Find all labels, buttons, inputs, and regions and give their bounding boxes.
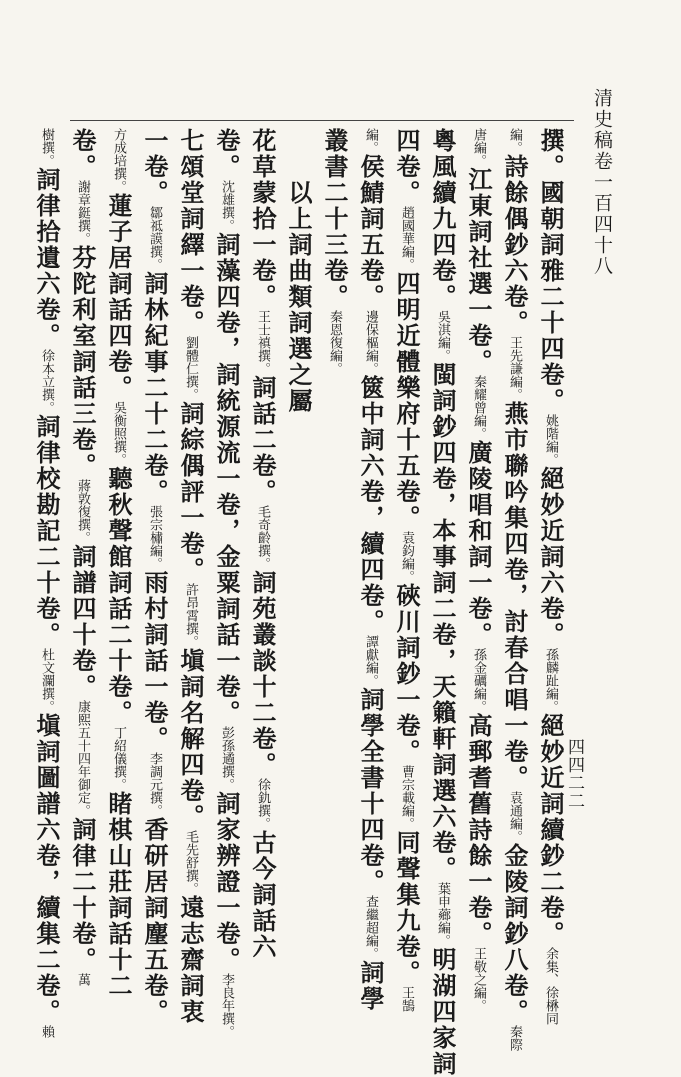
title-text: 聽秋聲館詞話二十卷。 — [104, 466, 133, 726]
annotation-note: 秦耀曾編。 — [471, 375, 486, 440]
title-text: 江東詞社選一卷。 — [464, 167, 493, 375]
annotation-note: 蔣敦復撰。 — [75, 479, 90, 544]
text-column — [208, 128, 244, 1038]
text-column — [28, 128, 64, 1038]
title-text: 絕妙近詞六卷。 — [536, 466, 565, 648]
annotation-note: 秦際 — [507, 1025, 522, 1051]
annotation-note: 徐本立撰。 — [39, 349, 54, 414]
annotation-note: 王士禛撰。 — [255, 310, 270, 375]
title-text: 明湖四家詞 — [428, 947, 457, 1077]
title-text: 詞綜偶評一卷。 — [176, 401, 205, 583]
annotation-note: 秦恩復編。 — [327, 310, 342, 375]
annotation-note: 余集、徐楙同 — [543, 947, 558, 1025]
title-text: 廣陵唱和詞一卷。 — [464, 440, 493, 648]
annotation-note: 查繼超編。 — [363, 895, 378, 960]
text-column — [496, 128, 532, 1051]
title-text: 詩餘偶鈔六卷。 — [500, 154, 529, 336]
title-text: 撰。國朝詞雅二十四卷。 — [536, 128, 565, 414]
text-column — [316, 128, 352, 958]
title-text: 一卷。 — [140, 128, 169, 206]
title-text: 侯鯖詞五卷。 — [356, 154, 385, 310]
annotation-note: 鄒祗謨撰。 — [147, 206, 162, 271]
text-column — [64, 128, 100, 986]
text-column — [532, 128, 568, 1025]
text-column — [352, 128, 388, 1012]
text-column — [388, 128, 424, 1012]
title-text: 詞譜四十卷。 — [68, 544, 97, 700]
title-text: 硤川詞鈔一卷。 — [392, 583, 421, 765]
text-column — [460, 128, 496, 1012]
annotation-note: 孫麟趾編。 — [543, 648, 558, 713]
annotation-note: 彭孫遹撰。 — [219, 726, 234, 791]
annotation-note: 趙國華編。 — [399, 206, 414, 271]
text-column — [244, 128, 280, 958]
title-text: 詞律校勘記二十卷。 — [32, 414, 61, 648]
title-text: 遠志齋詞衷 — [176, 895, 205, 1025]
annotation-note: 劉體仁撰。 — [183, 336, 198, 401]
title-text: 雨村詞話一卷。 — [140, 570, 169, 752]
title-text: 金陵詞鈔八卷。 — [500, 843, 529, 1025]
title-text: 古今詞話六 — [248, 830, 277, 960]
annotation-note: 李良年撰。 — [219, 973, 234, 1038]
title-text: 同聲集九卷。 — [392, 830, 421, 986]
title-text: 詞林紀事二十二卷。 — [140, 271, 169, 505]
title-text: 叢書二十三卷。 — [320, 128, 349, 310]
body-text — [32, 128, 568, 1077]
annotation-note: 袁鈞編。 — [399, 531, 414, 583]
title-text: 以上詞曲類詞選之屬 — [284, 180, 313, 414]
annotation-note: 編。 — [363, 128, 378, 154]
title-text: 閩詞鈔四卷，本事詞二卷，天籟軒詞選六卷。 — [428, 362, 457, 882]
title-text: 七頌堂詞繹一卷。 — [176, 128, 205, 336]
title-text: 詞學 — [356, 960, 385, 1012]
annotation-note: 邊保樞編。 — [363, 310, 378, 375]
annotation-note: 姚階編。 — [543, 414, 558, 466]
annotation-note: 謝章鋌撰。 — [75, 180, 90, 245]
text-column — [424, 128, 460, 1077]
title-text: 芬陀利室詞話三卷。 — [68, 245, 97, 479]
annotation-note: 吳衡照撰。 — [111, 401, 126, 466]
title-text: 卷。 — [68, 128, 97, 180]
title-text: 燕市聯吟集四卷，討春合唱一卷。 — [500, 401, 529, 791]
title-text: 詞律二十卷。 — [68, 817, 97, 973]
annotation-note: 編。 — [507, 128, 522, 154]
title-text: 詞學全書十四卷。 — [356, 687, 385, 895]
annotation-note: 王鵠 — [399, 986, 414, 1012]
annotation-note: 丁紹儀撰。 — [111, 726, 126, 791]
annotation-note: 毛先舒撰。 — [183, 830, 198, 895]
annotation-note: 沈雄撰。 — [219, 180, 234, 232]
section-heading — [280, 128, 316, 958]
title-text: 四卷。 — [392, 128, 421, 206]
title-text: 卷。 — [212, 128, 241, 180]
header-rule — [70, 120, 574, 121]
running-head: 清史稿卷一百四十八 — [591, 88, 613, 277]
title-text: 塡詞名解四卷。 — [176, 648, 205, 830]
annotation-note: 方成培撰。 — [111, 128, 126, 193]
annotation-note: 袁通編。 — [507, 791, 522, 843]
title-text: 篋中詞六卷，續四卷。 — [356, 375, 385, 635]
title-text: 睹棋山莊詞話十二 — [104, 791, 133, 999]
title-text: 香研居詞麈五卷。 — [140, 817, 169, 1025]
title-text: 花草蒙拾一卷。 — [248, 128, 277, 310]
title-text: 塡詞圖譜六卷，續集二卷。 — [32, 713, 61, 1025]
text-column — [100, 128, 136, 999]
annotation-note: 譚獻編。 — [363, 635, 378, 687]
annotation-note: 康熙五十四年御定。 — [75, 700, 90, 817]
annotation-note: 葉申薌編。 — [435, 882, 450, 947]
annotation-note: 王敬之編。 — [471, 947, 486, 1012]
annotation-note: 王先謙編。 — [507, 336, 522, 401]
title-text: 詞藻四卷，詞統源流一卷，金粟詞話一卷。 — [212, 232, 241, 726]
title-text: 絕妙近詞續鈔二卷。 — [536, 713, 565, 947]
text-column — [136, 128, 172, 1025]
title-text: 詞家辨證一卷。 — [212, 791, 241, 973]
title-text: 蓮子居詞話四卷。 — [104, 193, 133, 401]
annotation-note: 吳淇編。 — [435, 310, 450, 362]
title-text: 詞話二卷。 — [248, 375, 277, 505]
text-column — [172, 128, 208, 1025]
title-text: 詞律拾遺六卷。 — [32, 167, 61, 349]
annotation-note: 曹宗載編。 — [399, 765, 414, 830]
annotation-note: 李調元撰。 — [147, 752, 162, 817]
annotation-note: 張宗橚編。 — [147, 505, 162, 570]
annotation-note: 徐釚撰。 — [255, 778, 270, 830]
annotation-note: 杜文瀾撰。 — [39, 648, 54, 713]
annotation-note: 賴 — [39, 1025, 54, 1038]
page-number: 四四二二 — [564, 738, 584, 810]
annotation-note: 樹撰。 — [39, 128, 54, 167]
title-text: 粵風續九四卷。 — [428, 128, 457, 310]
annotation-note: 唐編。 — [471, 128, 486, 167]
title-text: 四明近體樂府十五卷。 — [392, 271, 421, 531]
annotation-note: 萬 — [75, 973, 90, 986]
annotation-note: 孫金礪編。 — [471, 648, 486, 713]
title-text: 詞苑叢談十二卷。 — [248, 570, 277, 778]
title-text: 高郵耆舊詩餘一卷。 — [464, 713, 493, 947]
annotation-note: 毛奇齡撰。 — [255, 505, 270, 570]
annotation-note: 許昂霄撰。 — [183, 583, 198, 648]
